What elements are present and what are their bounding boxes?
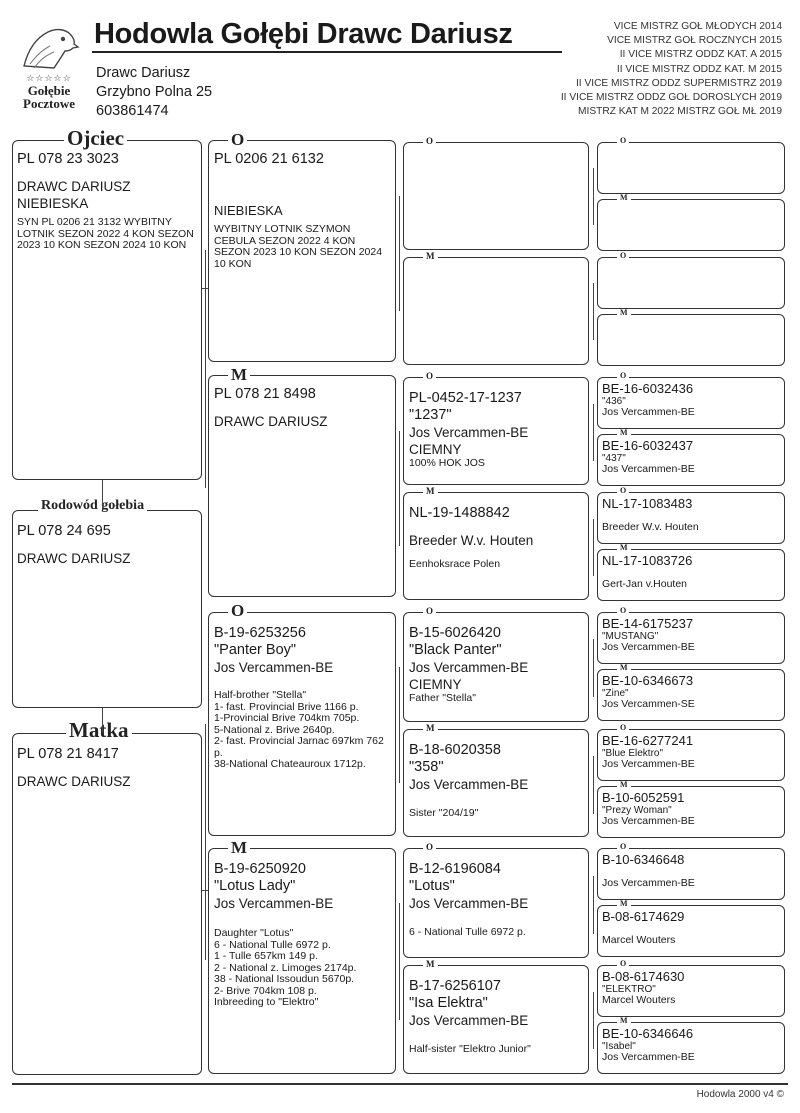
achievement: MISTRZ KAT M 2022 MISTRZ GOŁ MŁ 2019: [578, 106, 782, 118]
gen4-15-label: O: [617, 960, 629, 968]
achievement: VICE MISTRZ GOŁ MŁODYCH 2014: [613, 21, 782, 32]
connector: [593, 876, 594, 934]
gen4-8-owner: Gert-Jan v.Houten: [602, 578, 688, 590]
gen3-7-label: O: [423, 843, 436, 852]
gen3-6-owner: Jos Vercammen-BE: [409, 777, 529, 792]
title-underline: [92, 51, 562, 53]
gen2-box-2: [208, 375, 396, 597]
gen4-9-ring: BE-14-6175237: [602, 616, 694, 631]
gen4-box-9: [597, 612, 785, 664]
gen3-box-8: [403, 965, 589, 1074]
father-note: SYN PL 0206 21 3132 WYBITNY LOTNIK SEZON 2022 4 KON SEZON 2023 10 KON SEZON 2024 10 KON: [17, 216, 194, 251]
mother-owner: DRAWC DARIUSZ: [17, 774, 131, 789]
gen4-11-owner: Jos Vercammen-BE: [602, 758, 695, 770]
achievement: VICE MISTRZ GOŁ ROCZNYCH 2015: [607, 35, 782, 47]
gen2-box-3: [208, 612, 396, 836]
gen4-10-owner: Jos Vercammen-SE: [602, 698, 695, 710]
gen3-3-color: CIEMNY: [409, 442, 462, 457]
gen3-3-owner: Jos Vercammen-BE: [409, 425, 529, 440]
gen3-8-note: Half-sister "Elektro Junior": [409, 1043, 531, 1055]
gen4-9-name: "MUSTANG": [602, 631, 659, 642]
achievement: II VICE MISTRZ ODDZ GOŁ DOROSLYCH 2019: [560, 92, 782, 104]
gen2-4-owner: Jos Vercammen-BE: [214, 896, 334, 911]
gen2-2-label: M: [228, 366, 250, 383]
gen4-13-label: O: [617, 843, 629, 851]
connector: [102, 480, 103, 510]
connector: [205, 724, 206, 960]
gen4-box-6: [597, 434, 785, 486]
mother-ring: PL 078 21 8417: [17, 746, 119, 762]
gen3-5-color: CIEMNY: [409, 677, 462, 692]
pigeon-breeder: DRAWC DARIUSZ: [17, 551, 131, 566]
gen4-14-label: M: [617, 900, 631, 908]
gen3-5-ring: B-15-6026420: [409, 625, 501, 641]
father-color: NIEBIESKA: [17, 196, 89, 211]
gen2-1-label: O: [228, 131, 247, 148]
connector: [399, 667, 400, 783]
gen4-7-label: O: [617, 487, 629, 495]
gen3-4-note: Eenhoksrace Polen: [409, 558, 501, 570]
gen3-8-name: "Isa Elektra": [409, 995, 488, 1011]
gen4-16-ring: BE-10-6346646: [602, 1026, 694, 1041]
gen3-4-owner: Breeder W.v. Houten: [409, 533, 534, 548]
gen4-7-owner: Breeder W.v. Houten: [602, 521, 699, 533]
gen4-4-name: [602, 318, 780, 329]
pigeon-ring: PL 078 24 695: [17, 523, 111, 539]
gen3-box-5: [403, 612, 589, 722]
gen4-2-name: [602, 203, 780, 214]
connector: [102, 708, 103, 733]
footer-text: Hodowla 2000 v4 ©: [696, 1089, 784, 1100]
connector: [399, 196, 400, 311]
connector: [593, 404, 594, 461]
gen4-4-label: M: [617, 309, 631, 317]
gen3-6-note: Sister "204/19": [409, 807, 479, 819]
gen4-box-13: [597, 848, 785, 900]
gen2-box-1: [208, 140, 396, 362]
gen4-box-7: [597, 492, 785, 544]
gen4-6-label: M: [617, 429, 631, 437]
achievement: II VICE MISTRZ ODDZ KAT. M 2015: [616, 63, 782, 75]
gen4-5-owner: Jos Vercammen-BE: [602, 406, 695, 418]
gen4-box-15: [597, 965, 785, 1017]
footer-rule: [12, 1083, 788, 1085]
gen3-7-owner: Jos Vercammen-BE: [409, 896, 529, 911]
gen3-box-2: [403, 257, 589, 365]
owner-name: Drawc Dariusz: [96, 65, 191, 81]
gen3-3-label: O: [423, 372, 436, 381]
mother-box: [12, 733, 202, 1075]
gen3-4-ring: NL-19-1488842: [409, 505, 510, 521]
gen2-2-ring: PL 078 21 8498: [214, 386, 316, 402]
gen4-6-ring: BE-16-6032437: [602, 438, 694, 453]
page-title: Hodowla Gołębi Drawc Dariusz: [94, 18, 513, 50]
gen4-13-ring: B-10-6346648: [602, 852, 685, 867]
gen4-6-name: "437": [602, 453, 626, 464]
gen3-3-ring: PL-0452-17-1237: [409, 390, 522, 406]
gen4-box-12: [597, 786, 785, 838]
owner-contact: [96, 64, 212, 121]
pigeon-box: [12, 510, 202, 708]
connector: [399, 431, 400, 546]
gen4-16-owner: Jos Vercammen-BE: [602, 1051, 695, 1063]
gen4-12-name: "Prezy Woman": [602, 805, 672, 816]
connector: [593, 756, 594, 814]
gen4-11-name: "Blue Elektro": [602, 748, 664, 759]
owner-address: Grzybno Polna 25: [96, 84, 213, 100]
gen4-10-ring: BE-10-6346673: [602, 673, 694, 688]
gen4-box-5: [597, 377, 785, 429]
gen4-14-ring: B-08-6174629: [602, 909, 685, 924]
gen2-1-note: WYBITNY LOTNIK SZYMON CEBULA SEZON 2022 4 KON SEZON 2023 10 KON SEZON 2024 10 KON: [214, 223, 383, 270]
gen4-15-ring: B-08-6174630: [602, 969, 685, 984]
gen3-6-ring: B-18-6020358: [409, 742, 501, 758]
connector: [593, 283, 594, 340]
gen4-14-owner: Marcel Wouters: [602, 934, 676, 946]
gen2-3-name: "Panter Boy": [214, 642, 297, 658]
gen2-1-color: NIEBIESKA: [214, 203, 283, 218]
gen4-box-2: [597, 199, 785, 251]
achievement: II VICE MISTRZ ODDZ KAT. A 2015: [619, 49, 782, 61]
logo-stars: ☆☆☆☆☆: [26, 74, 72, 84]
gen4-11-label: O: [617, 724, 629, 732]
gen4-1-label: O: [617, 137, 629, 145]
mother-label: Matka: [66, 720, 132, 741]
gen2-4-label: M: [228, 839, 250, 856]
gen2-3-label: O: [228, 602, 247, 619]
gen4-12-label: M: [617, 781, 631, 789]
gen2-3-ring: B-19-6253256: [214, 625, 306, 641]
gen2-4-name: "Lotus Lady": [214, 878, 296, 894]
achievement: II VICE MISTRZ ODDZ SUPERMISTRZ 2019: [575, 77, 782, 89]
gen4-12-ring: B-10-6052591: [602, 790, 685, 805]
gen3-4-label: M: [423, 487, 438, 496]
pigeon-label: Rodowód gołebia: [38, 499, 147, 513]
gen2-1-ring: PL 0206 21 6132: [214, 151, 324, 167]
gen4-16-label: M: [617, 1017, 631, 1025]
gen3-8-ring: B-17-6256107: [409, 978, 501, 994]
gen4-11-ring: BE-16-6277241: [602, 733, 694, 748]
gen4-15-owner: Marcel Wouters: [602, 994, 676, 1006]
gen3-box-3: [403, 377, 589, 485]
gen4-5-label: O: [617, 372, 629, 380]
gen3-5-note: Father "Stella": [409, 692, 476, 704]
gen4-5-name: "436": [602, 396, 626, 407]
gen3-7-note: 6 - National Tulle 6972 p.: [409, 926, 526, 938]
gen4-6-owner: Jos Vercammen-BE: [602, 463, 695, 475]
gen4-16-name: "Isabel": [602, 1041, 636, 1052]
gen4-1-name: [602, 146, 780, 157]
gen4-box-4: [597, 314, 785, 366]
gen3-6-label: M: [423, 724, 438, 733]
owner-phone: 603861474: [96, 103, 169, 119]
gen4-9-label: O: [617, 607, 629, 615]
gen3-1-label: O: [423, 137, 436, 146]
father-ring: PL 078 23 3023: [17, 151, 119, 167]
gen3-8-owner: Jos Vercammen-BE: [409, 1013, 529, 1028]
connector: [205, 250, 206, 488]
gen4-8-ring: NL-17-1083726: [602, 553, 693, 568]
father-box: [12, 140, 202, 480]
gen3-box-6: [403, 729, 589, 837]
gen3-box-4: [403, 492, 589, 600]
gen2-4-note: Daughter "Lotus" 6 - National Tulle 6972 p. 1 - Tulle 657km 149 p. 2 - National z. Limoges 2174p. 38 - National Issoudun 5670p. 2- Brive 704km 108 p. Inbreeding to "Elektro": [214, 927, 357, 1008]
gen4-3-label: O: [617, 252, 629, 260]
gen3-5-owner: Jos Vercammen-BE: [409, 660, 529, 675]
connector: [593, 168, 594, 225]
gen2-box-4: [208, 848, 396, 1074]
gen4-8-label: M: [617, 544, 631, 552]
gen4-10-name: "Zine": [602, 688, 629, 699]
achievements-list: [561, 20, 782, 119]
gen2-3-owner: Jos Vercammen-BE: [214, 660, 334, 675]
gen2-3-note: Half-brother "Stella" 1- fast. Provincial Brive 1166 p. 1-Provincial Brive 704km 705p. 5-National z. Brive 2640p. 2- fast. Provincial Jarnac 697km 762 p. 38-National Chateauroux 1712p.: [214, 689, 384, 770]
connector: [593, 992, 594, 1049]
gen2-2-owner: DRAWC DARIUSZ: [214, 414, 328, 429]
gen4-12-owner: Jos Vercammen-BE: [602, 815, 695, 827]
gen3-7-name: "Lotus": [409, 878, 455, 894]
gen4-box-14: [597, 905, 785, 957]
gen4-7-ring: NL-17-1083483: [602, 496, 693, 511]
gen4-box-8: [597, 549, 785, 601]
gen2-4-ring: B-19-6250920: [214, 861, 306, 877]
gen4-2-label: M: [617, 194, 631, 202]
gen4-9-owner: Jos Vercammen-BE: [602, 641, 695, 653]
gen3-box-1: [403, 142, 589, 250]
gen4-10-label: M: [617, 664, 631, 672]
gen4-box-16: [597, 1022, 785, 1074]
gen3-6-name: "358": [409, 759, 444, 775]
logo: [12, 20, 86, 118]
gen3-3-note: 100% HOK JOS: [409, 457, 485, 469]
gen3-5-name: "Black Panter": [409, 642, 502, 658]
gen4-box-10: [597, 669, 785, 721]
gen4-5-ring: BE-16-6032436: [602, 381, 694, 396]
father-owner: DRAWC DARIUSZ: [17, 179, 131, 194]
gen4-box-1: [597, 142, 785, 194]
gen3-box-7: [403, 848, 589, 958]
gen4-box-11: [597, 729, 785, 781]
gen3-8-label: M: [423, 960, 438, 969]
connector: [593, 519, 594, 576]
gen3-2-label: M: [423, 252, 438, 261]
gen4-13-owner: Jos Vercammen-BE: [602, 877, 695, 889]
gen4-box-3: [597, 257, 785, 309]
gen4-3-name: [602, 261, 780, 272]
gen3-3-name: "1237": [409, 407, 452, 423]
connector: [399, 903, 400, 1020]
logo-text: Gołębie Pocztowe: [23, 83, 75, 111]
father-label: Ojciec: [64, 128, 127, 149]
gen4-15-name: "ELEKTRO": [602, 984, 656, 995]
connector: [593, 639, 594, 697]
pigeon-head-icon: [18, 20, 80, 74]
gen3-5-label: O: [423, 607, 436, 616]
gen3-7-ring: B-12-6196084: [409, 861, 501, 877]
